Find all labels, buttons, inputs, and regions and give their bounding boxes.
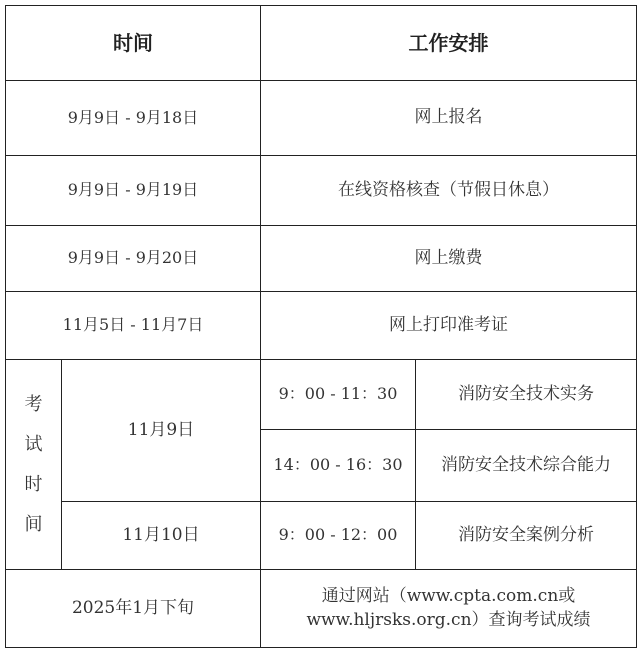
table-row (6, 226, 637, 292)
exam-schedule-table (5, 5, 637, 648)
row-time: 9月9日 - 9月18日 (6, 81, 261, 156)
results-info-line: 通过网站（www.cpta.com.cn或 (321, 585, 576, 606)
exam-slot: 9：00 - 11：30 (261, 360, 416, 430)
row-task: 网上打印准考证 (261, 292, 637, 360)
row-time: 9月9日 - 9月19日 (6, 156, 261, 226)
results-row (6, 570, 637, 648)
exam-time-label-char: 时 (24, 473, 43, 495)
results-info-line: www.hljrsks.org.cn）查询考试成绩 (306, 609, 591, 630)
row-time: 11月5日 - 11月7日 (6, 292, 261, 360)
exam-date: 11月9日 (62, 360, 261, 502)
results-info (261, 570, 637, 648)
exam-subject: 消防安全技术综合能力 (416, 430, 637, 502)
row-task: 网上缴费 (261, 226, 637, 292)
header-row (6, 6, 637, 81)
table-row (6, 156, 637, 226)
exam-time-label-char: 考 (24, 393, 43, 415)
header-time: 时间 (6, 6, 261, 81)
exam-slot: 14：00 - 16：30 (261, 430, 416, 502)
exam-date: 11月10日 (62, 502, 261, 570)
table-row (6, 81, 637, 156)
header-work: 工作安排 (261, 6, 637, 81)
exam-subject: 消防安全案例分析 (416, 502, 637, 570)
row-time: 9月9日 - 9月20日 (6, 226, 261, 292)
row-task: 网上报名 (261, 81, 637, 156)
results-time: 2025年1月下旬 (6, 570, 261, 648)
row-task: 在线资格核查（节假日休息） (261, 156, 637, 226)
exam-time-label-char: 间 (24, 513, 43, 535)
exam-time-label (6, 360, 62, 570)
exam-subject: 消防安全技术实务 (416, 360, 637, 430)
table-row (6, 292, 637, 360)
exam-time-label-char: 试 (24, 433, 43, 455)
exam-session-row (6, 360, 637, 430)
exam-slot: 9：00 - 12：00 (261, 502, 416, 570)
exam-session-row (6, 502, 637, 570)
